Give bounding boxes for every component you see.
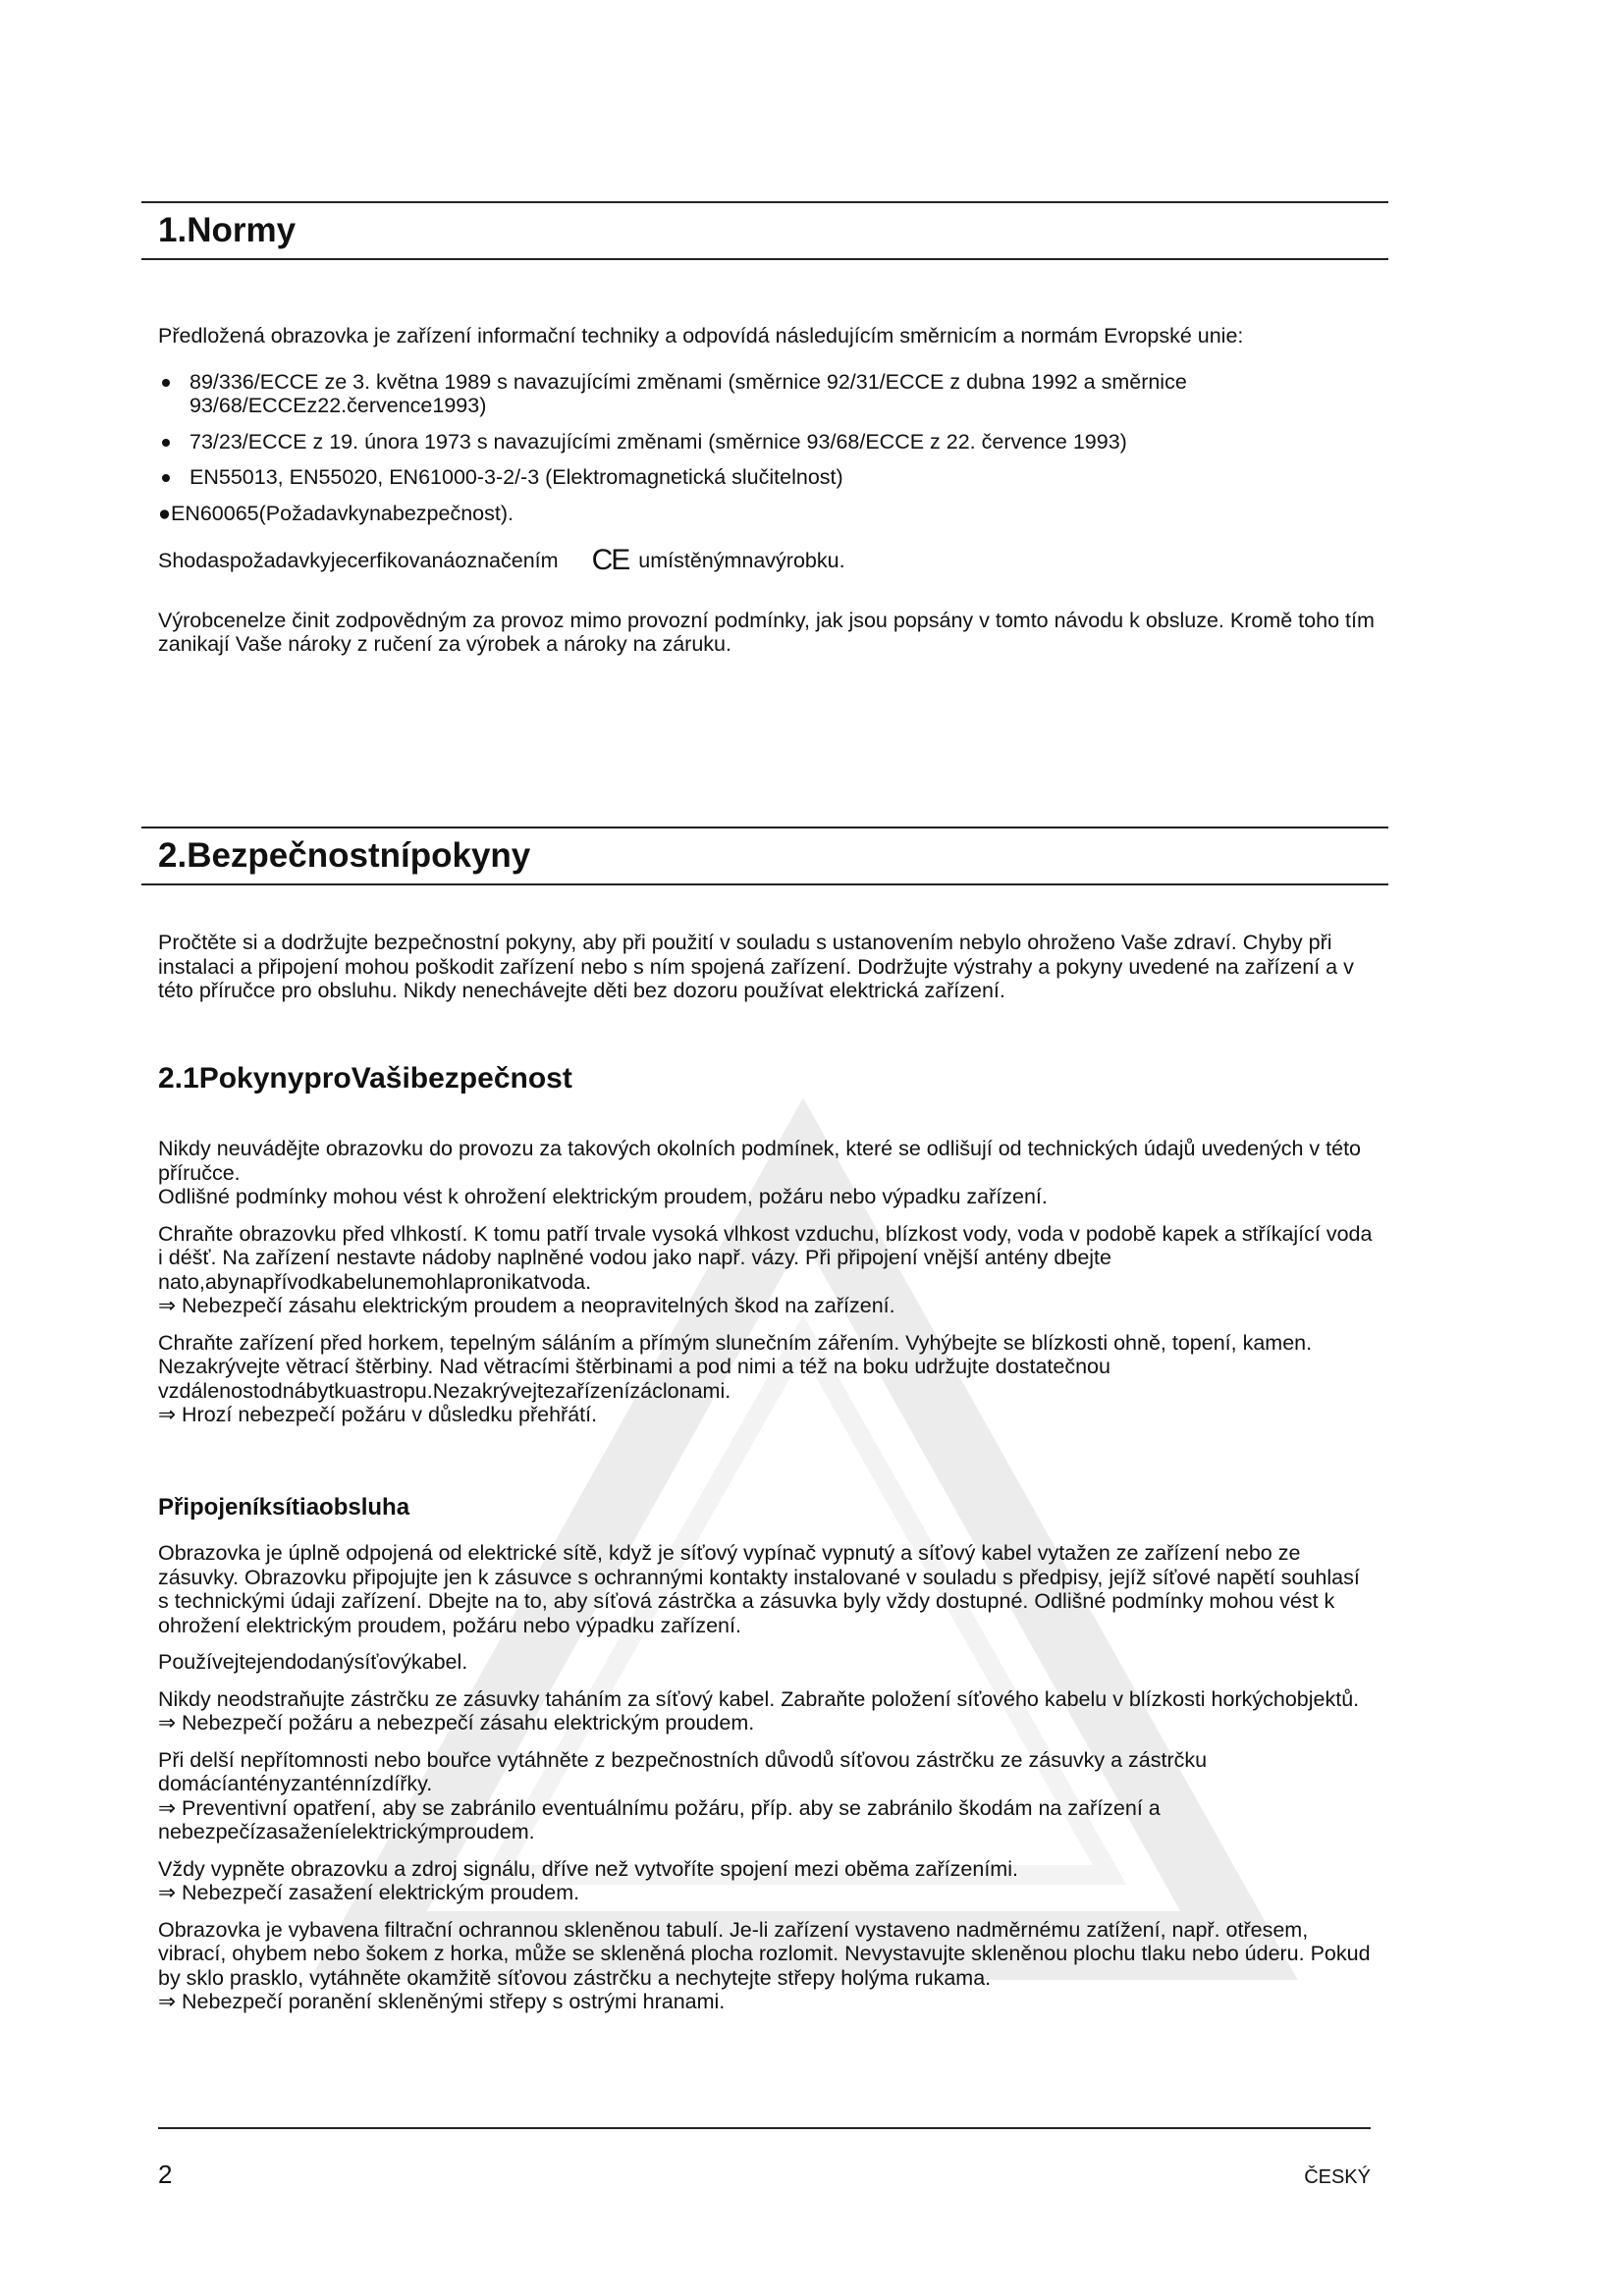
subsection-2-1-title: 2.1PokynyproVašibezpečnost	[158, 1062, 572, 1095]
subsection-connection-title: Připojeníksítiaobsluha	[158, 1494, 410, 1521]
list-item: 89/336/ECCE ze 3. května 1989 s navazujícími změnami (směrnice 92/31/ECCE z dubna 1992 a směrnice 93/68/ECCEz22.července1993)	[158, 370, 1376, 418]
last-bullet-line: ●EN60065(Požadavkynabezpečnost).	[158, 501, 514, 525]
warning-text: Nebezpečí požáru a nebezpečí zásahu elektrickým proudem.	[182, 1711, 755, 1735]
arrow-icon: ⇒	[158, 1711, 177, 1735]
subsection-2-1-body	[158, 1137, 1376, 1440]
ce-mark-icon: CE	[591, 544, 629, 577]
paragraph: Chraňte zařízení před horkem, tepelným sáláním a přímým slunečním zářením. Vyhýbejte se blízkosti ohně, topení, kamen. Nezakrývejte větrací štěrbiny. Nad větracími štěrbinami a pod nimi a též na boku udržujte dostatečnou vzdálenostodnábytkuastropu.Nezakrývejtezařízenízáclonami.	[158, 1330, 1313, 1403]
paragraph: Obrazovka je úplně odpojená od elektrické sítě, když je síťový vypínač vypnutý a síťový kabel vytažen ze zařízení nebo ze zásuvky. Obrazovku připojujte jen k zásuvce s ochrannými kontakty instalované v souladu s předpisy, jejíž síťové napětí souhlasí s technickými údaji zařízení. Dbejte na to, aby síťová zástrčka a zásuvka byly vždy dostupné. Odlišné podmínky mohou vést k ohrožení elektrickým proudem, požáru nebo výpadku zařízení.	[158, 1541, 1360, 1637]
ce-conformity-line	[158, 544, 1376, 577]
warning-line	[158, 1990, 1376, 2014]
paragraph: Nikdy neuvádějte obrazovku do provozu za takových okolních podmínek, které se odlišují od technických údajů uvedených v této příručce.	[158, 1137, 1362, 1185]
warning-line	[158, 1403, 1376, 1427]
manufacturer-disclaimer: Výrobcenelze činit zodpovědným za provoz mimo provozní podmínky, jak jsou popsány v tomto návodu k obsluze. Kromě toho tím zanikají Vaše nároky z ručení za výrobek a nároky na záruku.	[158, 608, 1375, 656]
arrow-icon: ⇒	[158, 1294, 177, 1317]
arrow-icon: ⇒	[158, 1403, 177, 1426]
ce-text-after: umístěnýmnavýrobku.	[638, 549, 845, 572]
paragraph: Obrazovka je vybavena filtrační ochrannou skleněnou tabulí. Je-li zařízení vystaveno nadměrnému zatížení, např. otřesem, vibrací, ohybem nebo šokem z horka, může se skleněná plocha rozlomit. Nevystavujte skleněnou plochu tlaku nebo úderu. Pokud by sklo prasklo, vytáhněte okamžitě síťovou zástrčku a nechytejte střepy holýma rukama.	[158, 1917, 1371, 1990]
warning-line	[158, 1294, 1376, 1318]
arrow-icon: ⇒	[158, 1881, 177, 1904]
warning-text: Hrozí nebezpečí požáru v důsledku přehřátí.	[182, 1403, 598, 1426]
section-2-title: 2.Bezpečnostnípokyny	[158, 836, 531, 875]
paragraph: Vždy vypněte obrazovku a zdroj signálu, dříve než vytvoříte spojení mezi oběma zařízeními.	[158, 1856, 1018, 1881]
list-item: EN55013, EN55020, EN61000-3-2/-3 (Elektromagnetická slučitelnost)	[158, 465, 1376, 490]
section-2-intro-block	[158, 931, 1376, 1016]
warning-text: Nebezpečí zásahu elektrickým proudem a neopravitelných škod na zařízení.	[182, 1294, 895, 1317]
section-1-intro: Předložená obrazovka je zařízení informační techniky a odpovídá následujícím směrnicím a normám Evropské unie:	[158, 324, 1244, 347]
section-1-body	[158, 324, 1376, 669]
warning-line	[158, 1881, 1376, 1905]
list-item: 73/23/ECCE z 19. února 1973 s navazujícími změnami (směrnice 93/68/ECCE z 22. července 1993)	[158, 430, 1376, 454]
paragraph: Nikdy neodstraňujte zástrčku ze zásuvky taháním za síťový kabel. Zabraňte položení síťového kabelu v blízkosti horkýchobjektů.	[158, 1686, 1360, 1711]
language-label: ČESKÝ	[1304, 2166, 1371, 2188]
paragraph: Používejtejendodanýsíťovýkabel.	[158, 1650, 468, 1674]
paragraph: Chraňte obrazovku před vlhkostí. K tomu patří trvale vysoká vlhkost vzduchu, blízkost vody, voda v podobě kapek a stříkající voda i déšť. Na zařízení nestavte nádoby naplněné vodou jako např. vázy. Při připojení vnější antény dbejte nato,abynapřívodkabelunemohlapronikatvoda.	[158, 1221, 1373, 1294]
warning-line	[158, 1796, 1376, 1844]
section-2-intro: Pročtěte si a dodržujte bezpečnostní pokyny, aby při použití v souladu s ustanovením nebylo ohroženo Vaše zdraví. Chyby při instalaci a připojení mohou poškodit zařízení nebo s ním spojená zařízení. Dodržujte výstrahy a pokyny uvedené na zařízení a v této příručce pro obsluhu. Nikdy nenechávejte děti bez dozoru používat elektrická zařízení.	[158, 931, 1354, 1002]
warning-text: Preventivní opatření, aby se zabránilo eventuálnímu požáru, příp. aby se zabránilo škodám na zařízení a nebezpečízasaženíelektrickýmproudem.	[158, 1795, 1161, 1843]
directive-list	[158, 370, 1376, 490]
paragraph: Při delší nepřítomnosti nebo bouřce vytáhněte z bezpečnostních důvodů síťovou zástrčku ze zásuvky a zástrčku domácíantényzanténnízdířky.	[158, 1747, 1208, 1795]
warning-text: Nebezpečí poranění skleněnými střepy s ostrými hranami.	[182, 1990, 726, 2013]
warning-line	[158, 1711, 1376, 1735]
arrow-icon: ⇒	[158, 1990, 177, 2013]
page-number: 2	[158, 2160, 173, 2189]
section-1-title: 1.Normy	[158, 211, 297, 249]
section-1-header	[141, 201, 1388, 260]
subsection-connection-body	[158, 1541, 1376, 2027]
paragraph: Odlišné podmínky mohou vést k ohrožení elektrickým proudem, požáru nebo výpadku zařízení.	[158, 1185, 1048, 1208]
warning-text: Nebezpečí zasažení elektrickým proudem.	[182, 1881, 580, 1904]
ce-text-before: Shodaspožadavkyjecerfikovanáoznačením	[158, 549, 559, 572]
footer-divider	[158, 2127, 1371, 2129]
arrow-icon: ⇒	[158, 1795, 177, 1820]
section-2-header	[141, 827, 1388, 885]
